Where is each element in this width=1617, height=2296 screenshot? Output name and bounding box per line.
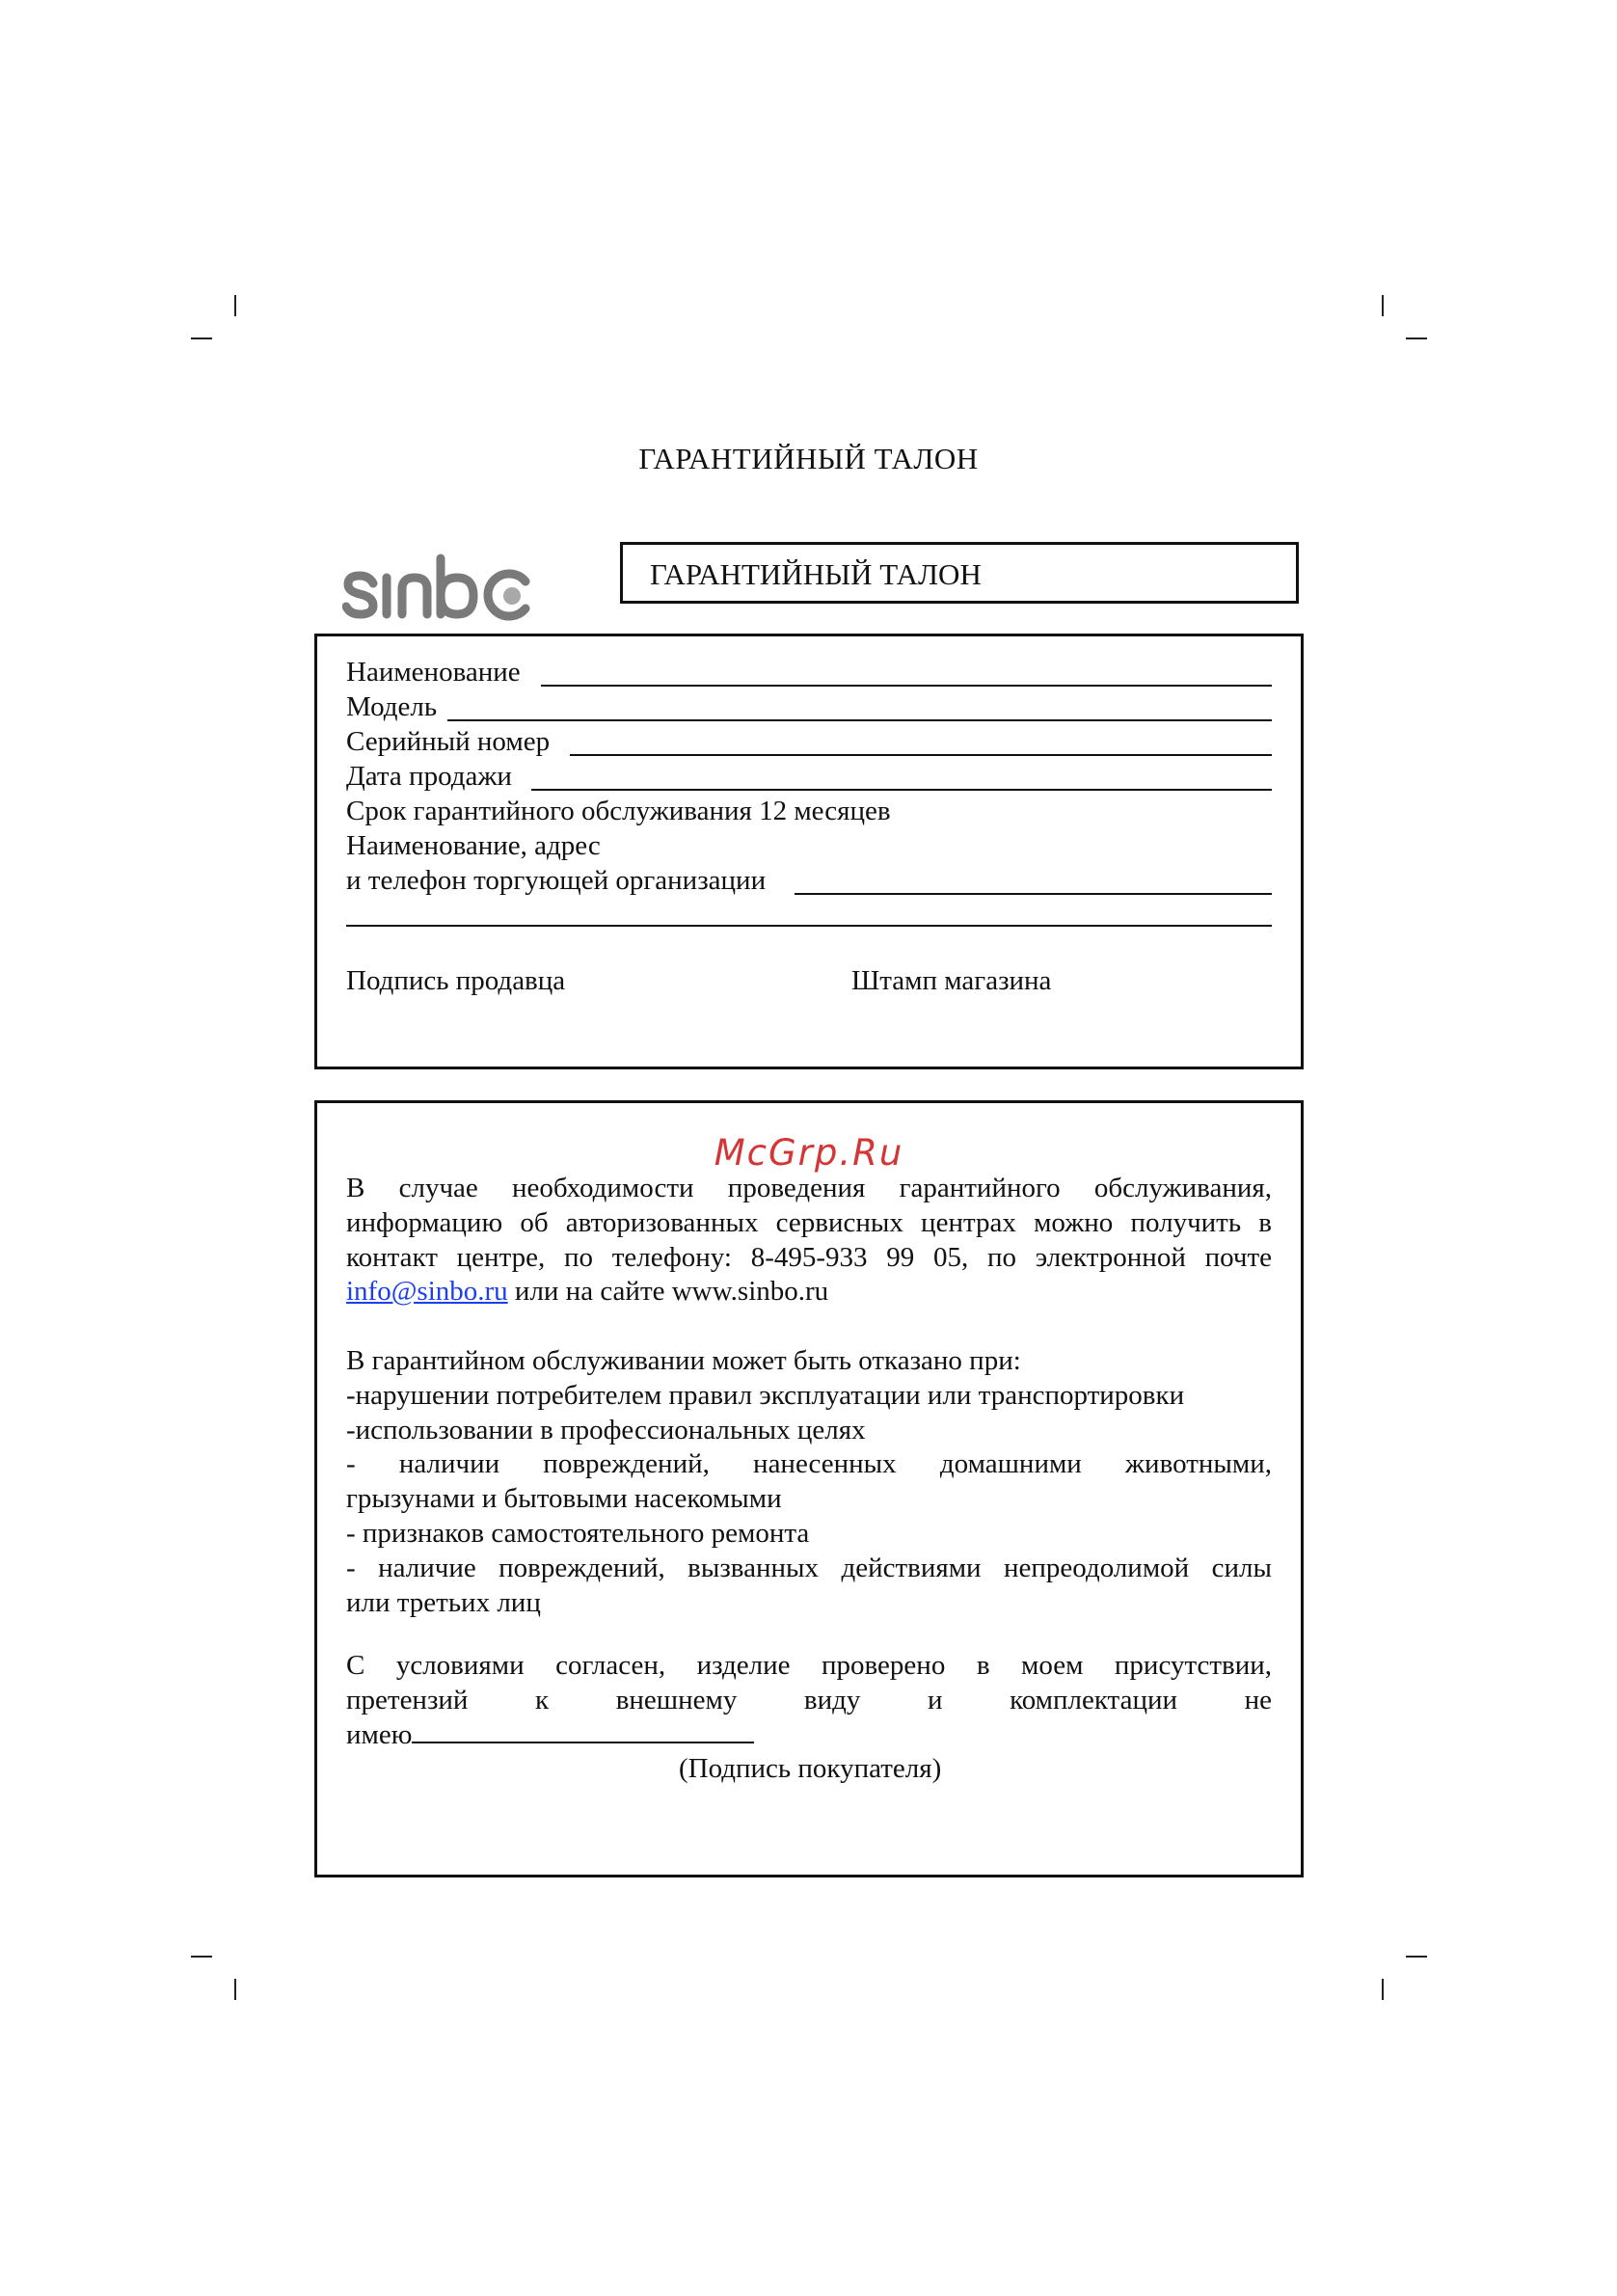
- crop-mark: [234, 1979, 236, 2000]
- crop-mark: [191, 1956, 212, 1958]
- org-line-2[interactable]: [346, 925, 1272, 927]
- header-box-title: ГАРАНТИЙНЫЙ ТАЛОН: [650, 557, 982, 591]
- refusal-list: [346, 1344, 1272, 1620]
- refusal-item: -использовании в профессиональных целях: [346, 1414, 866, 1445]
- page-title: ГАРАНТИЙНЫЙ ТАЛОН: [638, 442, 979, 475]
- intro-line: [346, 1275, 1272, 1310]
- agreement-line: [346, 1718, 1272, 1753]
- field-name: [346, 656, 1272, 689]
- email-link[interactable]: info@sinbo.ru: [346, 1276, 508, 1308]
- sinbo-logo-icon: [342, 553, 545, 630]
- crop-mark: [234, 295, 236, 316]
- refusal-item: -нарушении потребителем правил эксплуатации или транспортировки: [346, 1379, 1185, 1411]
- model-label: Модель: [346, 691, 438, 722]
- refusal-item: - признаков самостоятельного ремонта: [346, 1517, 810, 1549]
- agreement-text: имею: [346, 1718, 413, 1750]
- website-text: или на сайте www.sinbo.ru: [507, 1276, 829, 1308]
- field-org-1: [346, 829, 1272, 862]
- agreement: [346, 1649, 1272, 1787]
- warranty-term: Срок гарантийного обслуживания 12 месяцев: [346, 796, 891, 826]
- crop-mark: [1382, 295, 1384, 316]
- sale-date-label: Дата продажи: [346, 761, 512, 792]
- sinbo-logo: [342, 535, 545, 612]
- shop-stamp: Штамп магазина: [851, 965, 1052, 996]
- name-line[interactable]: [541, 685, 1272, 687]
- name-label: Наименование: [346, 657, 521, 688]
- serial-line[interactable]: [570, 754, 1272, 756]
- intro-line: контакт центре, по телефону: 8-495-933 99 05, по электронной почте: [346, 1241, 1272, 1273]
- header-box: [620, 542, 1299, 604]
- field-serial: [346, 725, 1272, 758]
- crop-mark: [191, 338, 212, 339]
- field-model: [346, 690, 1272, 723]
- warranty-info: [314, 1100, 1304, 1877]
- crop-mark: [1406, 338, 1427, 339]
- model-line[interactable]: [447, 719, 1272, 721]
- crop-mark: [1406, 1956, 1427, 1958]
- agreement-line: С условиями согласен, изделие проверено в моем присутствии,: [346, 1650, 1272, 1681]
- intro-line: В случае необходимости проведения гарантийного обслуживания,: [346, 1173, 1272, 1203]
- seller-signature: Подпись продавца: [346, 965, 566, 996]
- buyer-signature: (Подпись покупателя): [679, 1753, 942, 1785]
- buyer-signature-line[interactable]: [412, 1722, 754, 1743]
- refusal-item: грызунами и бытовыми насекомыми: [346, 1483, 782, 1515]
- field-warranty-term: [346, 795, 1272, 827]
- watermark: McGrp.Ru: [714, 1132, 904, 1174]
- intro-line: информацию об авторизованных сервисных центрах можно получить в: [346, 1206, 1272, 1238]
- org-line[interactable]: [795, 893, 1272, 895]
- refusal-heading: В гарантийном обслуживании может быть отказано при:: [346, 1345, 1021, 1376]
- field-org-2: [346, 864, 1272, 897]
- agreement-line: претензий к внешнему виду и комплектации не: [346, 1684, 1272, 1715]
- warranty-form: [314, 634, 1304, 1069]
- sale-date-line[interactable]: [531, 789, 1272, 791]
- intro-paragraph: [346, 1172, 1272, 1310]
- refusal-item: - наличии повреждений, нанесенных домашними животными,: [346, 1448, 1272, 1480]
- crop-mark: [1382, 1979, 1384, 2000]
- field-sale-date: [346, 760, 1272, 793]
- refusal-item: - наличие повреждений, вызванных действиями непреодолимой силы: [346, 1552, 1272, 1583]
- org-label-1: Наименование, адрес: [346, 830, 601, 861]
- serial-label: Серийный номер: [346, 726, 551, 757]
- org-label-2: и телефон торгующей организации: [346, 865, 767, 896]
- refusal-item: или третьих лиц: [346, 1586, 541, 1618]
